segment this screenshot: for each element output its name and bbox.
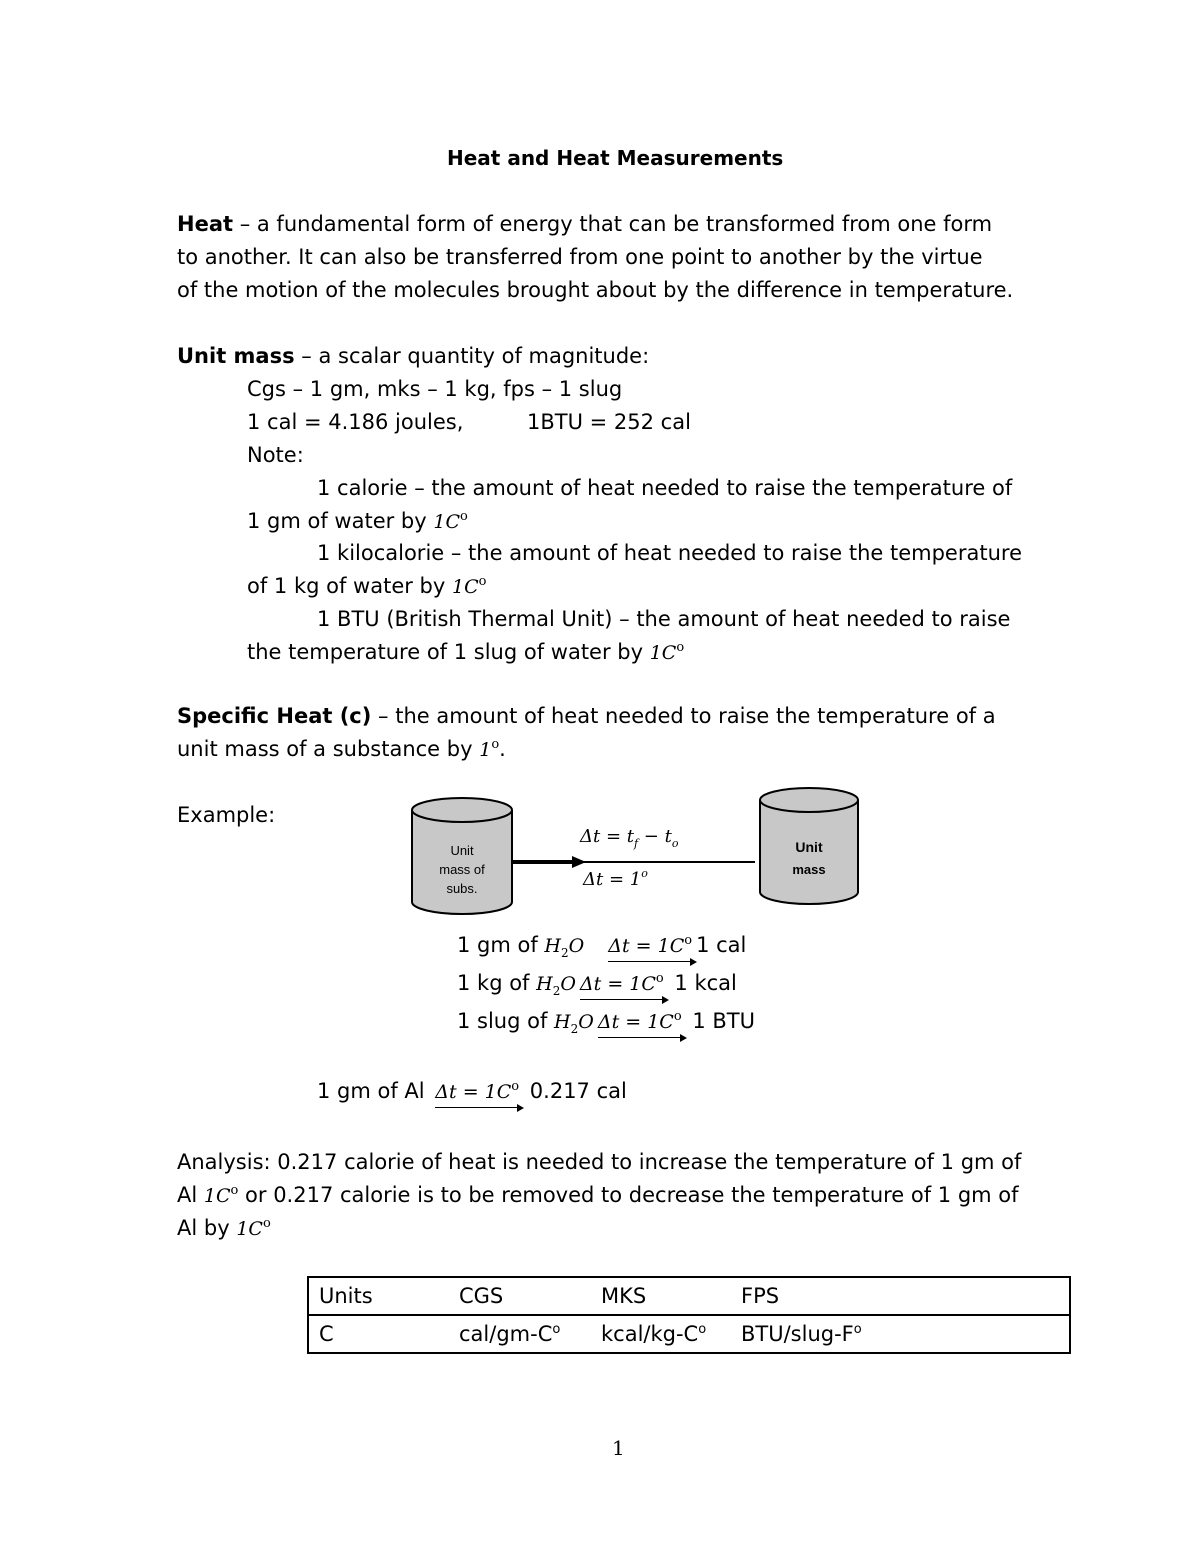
table-cell: C (308, 1315, 449, 1353)
one-c-degree: $1C^o$ (649, 640, 685, 664)
example-row-slug: 1 slug of $H_2O$ $\Delta t = 1C^o$ 1 BTU (457, 1009, 755, 1036)
heat-definition-line-3: of the motion of the molecules brought about by the difference in temperature. (177, 278, 1014, 302)
table-row (308, 1315, 1070, 1353)
water-formula: $H_2O$ (544, 935, 585, 960)
kcal-def-line-2: of 1 kg of water by $1C^o$ (247, 574, 487, 598)
right-cylinder-label-2: mass (792, 862, 826, 877)
calorie-def-line-2: 1 gm of water by $1C^o$ (247, 509, 468, 533)
example-row-gm: 1 gm of $H_2O$ $\Delta t = 1C^o$ 1 cal (457, 933, 747, 960)
one-c-degree: $1C^o$ (451, 574, 487, 598)
water-formula: $H_2O$ (554, 1011, 594, 1036)
table-cell: cal/$gm-C^o$ (449, 1315, 591, 1353)
right-cylinder-label-1: Unit (795, 839, 823, 855)
delta-t-equation: $\Delta t = t_f - t_o$ (580, 826, 679, 850)
table-cell: BTU/$slug-F^o$ (731, 1315, 1070, 1353)
table-cell: CGS (449, 1277, 591, 1315)
page-number: 1 (612, 1436, 625, 1460)
unit-mass-term: Unit mass (177, 344, 295, 368)
analysis-line-3: Al by $1C^o$ (177, 1216, 271, 1240)
conversion-cal: 1 cal = 4.186 joules, (247, 410, 464, 434)
analysis-line-1: Analysis: 0.217 calorie of heat is needed to increase the temperature of 1 gm of (177, 1150, 1022, 1174)
note-label: Note: (247, 443, 304, 467)
heat-term: Heat (177, 212, 234, 236)
unit-mass-cylinder (760, 788, 858, 904)
specific-heat-term: Specific Heat (c) (177, 704, 372, 728)
table-header-row (308, 1277, 1070, 1315)
conversion-btu: 1BTU = 252 cal (527, 410, 691, 434)
specific-heat-units-table (307, 1276, 1071, 1354)
btu-def-line-2: the temperature of 1 slug of water by $1C^o$ (247, 640, 685, 664)
delta-arrow: $\Delta t = 1C^o$ (598, 1009, 682, 1038)
aluminum-example: 1 gm of Al $\Delta t = 1C^o$ 0.217 cal (317, 1079, 627, 1108)
table-cell: FPS (731, 1277, 1070, 1315)
example-row-kg: 1 kg of $H_2O$ $\Delta t = 1C^o$ 1 kcal (457, 971, 737, 998)
specific-heat-line-2: unit mass of a substance by 1$^o$. (177, 737, 506, 761)
left-cylinder-label-1: Unit (450, 843, 474, 858)
analysis-line-2: Al $1C^o$ or 0.217 calorie is to be removed to decrease the temperature of 1 gm of (177, 1183, 1019, 1207)
example-label: Example: (177, 803, 276, 827)
delta-arrow: $\Delta t = 1C^o$ (580, 971, 664, 1000)
unit-systems: Cgs – 1 gm, mks – 1 kg, fps – 1 slug (247, 377, 623, 401)
delta-t-one-degree: $\Delta t = 1^o$ (583, 867, 648, 890)
one-degree: 1$^o$ (479, 737, 500, 761)
arrow-head (572, 856, 586, 868)
heat-definition-line-2: to another. It can also be transferred from one point to another by the virtue (177, 245, 983, 269)
page-title: Heat and Heat Measurements (447, 146, 784, 170)
table-cell: kcal/$kg-C^o$ (591, 1315, 731, 1353)
left-cylinder-label-2: mass of (439, 862, 485, 877)
unit-mass-definition: Unit mass – a scalar quantity of magnitude: (177, 344, 650, 368)
one-c-degree: $1C^o$ (236, 1216, 271, 1240)
heat-transfer-diagram (400, 780, 870, 925)
kcal-def-line-1: 1 kilocalorie – the amount of heat needed to raise the temperature (317, 541, 1022, 565)
table-cell: Units (308, 1277, 449, 1315)
heat-definition-line-1: Heat – a fundamental form of energy that can be transformed from one form (177, 212, 993, 236)
one-c-degree: $1C^o$ (433, 509, 468, 533)
left-cylinder-label-3: subs. (446, 881, 478, 896)
one-c-degree: $1C^o$ (203, 1183, 239, 1207)
delta-arrow: $\Delta t = 1C^o$ (608, 933, 692, 962)
substance-cylinder (412, 798, 512, 914)
calorie-def-line-1: 1 calorie – the amount of heat needed to raise the temperature of (317, 476, 1013, 500)
table-cell: MKS (591, 1277, 731, 1315)
delta-arrow: $\Delta t = 1C^o$ (435, 1079, 519, 1108)
specific-heat-line-1: Specific Heat (c) – the amount of heat needed to raise the temperature of a (177, 704, 996, 728)
water-formula: $H_2O$ (536, 973, 576, 998)
btu-def-line-1: 1 BTU (British Thermal Unit) – the amount of heat needed to raise (317, 607, 1011, 631)
